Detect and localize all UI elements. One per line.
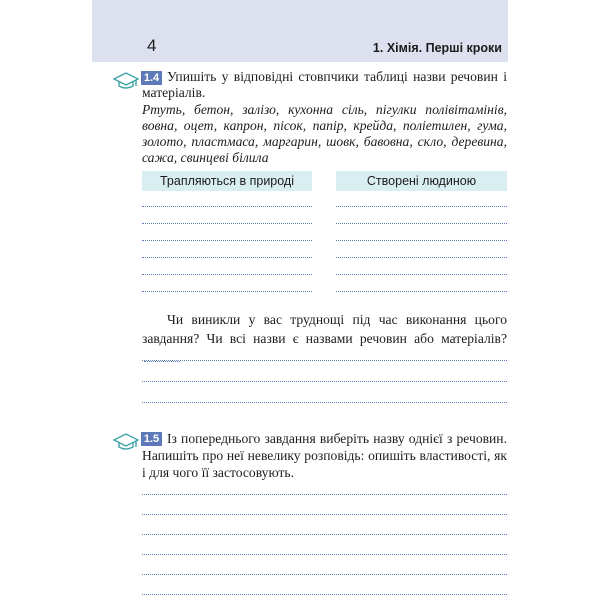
reflection-question: Чи виникли у вас труднощі під час виконання цього завдання? Чи всі назви є назвами речовин або матеріалів? (142, 310, 507, 367)
answer-line[interactable] (336, 206, 507, 207)
chapter-title: 1. Хімія. Перші кроки (372, 41, 502, 55)
answer-line[interactable] (142, 223, 312, 224)
column-natural-header: Трапляються в природі (142, 171, 312, 191)
answer-line[interactable] (142, 240, 312, 241)
answer-line[interactable] (142, 381, 507, 382)
graduation-cap-icon (113, 71, 139, 91)
page-number: 4 (147, 36, 157, 55)
answer-line[interactable] (142, 257, 312, 258)
answer-line[interactable] (144, 361, 180, 362)
answer-line[interactable] (142, 514, 507, 515)
answer-line[interactable] (142, 402, 507, 403)
column-manmade-header: Створені людиною (336, 171, 507, 191)
task-number-badge: 1.5 (141, 432, 162, 446)
substances-list: Ртуть, бетон, залізо, кухонна сіль, пігулки полівітамінів, вовна, оцет, капрон, пісок, папір, крейда, поліетилен, гума, золото, пластмаса, маргарин, шовк, бавовна, скло, деревина, сажа, свинцеві білила (142, 102, 507, 165)
task-number-badge: 1.4 (141, 71, 162, 85)
graduation-cap-icon (113, 432, 139, 452)
answer-line[interactable] (336, 274, 507, 275)
answer-line[interactable] (336, 291, 507, 292)
task-instruction: Упишіть у відповідні стовпчики таблиці назви речовин і матеріалів. (142, 69, 507, 100)
answer-line[interactable] (336, 223, 507, 224)
answer-line[interactable] (142, 554, 507, 555)
answer-line[interactable] (142, 291, 312, 292)
answer-line[interactable] (142, 274, 312, 275)
answer-line[interactable] (142, 534, 507, 535)
answer-line[interactable] (142, 206, 312, 207)
answer-line[interactable] (142, 594, 507, 595)
answer-line[interactable] (336, 257, 507, 258)
task-instruction: Із попереднього завдання виберіть назву однієї з речовин. Напишіть про неї невелику розповідь: опишіть властивості, як і для чого її застосовують. (142, 431, 507, 480)
answer-line[interactable] (142, 360, 507, 361)
answer-line[interactable] (142, 574, 507, 575)
answer-line[interactable] (336, 240, 507, 241)
answer-line[interactable] (142, 494, 507, 495)
